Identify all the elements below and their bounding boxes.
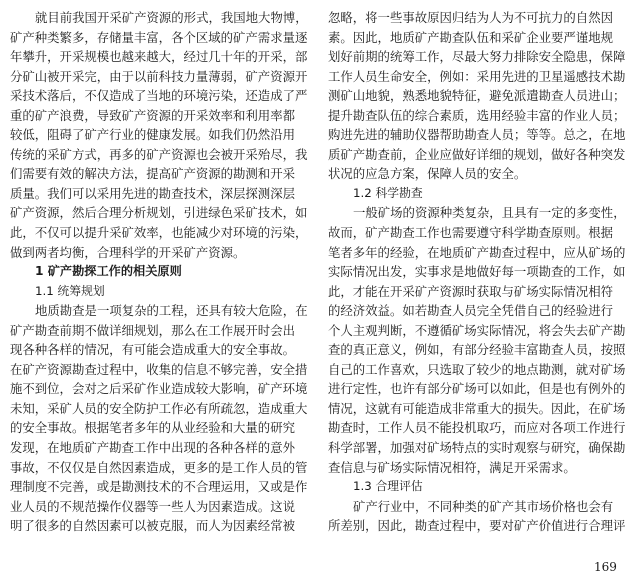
text-line: 矿产种类繁多，存储量丰富，各个区域的矿产需求量逐 xyxy=(10,29,308,45)
text-line: 查的真正意义，例如，有部分经验丰富勘查人员，按照 xyxy=(328,342,626,358)
text-line: 年攀升，开采规模也越来越大，经过几十年的开采，部 xyxy=(10,49,308,65)
text-line: 素。因此，地质矿产勘查队伍和采矿企业要严谨地规 xyxy=(328,29,613,45)
text-line: 理制度不完善，或是勘测技术的不合理运用，又或是作 xyxy=(10,479,308,495)
text-line: 业人员的不规范操作仪器等一些人为因素造成。这说 xyxy=(10,498,295,514)
subsection-heading: 1.3 合理评估 xyxy=(353,479,423,494)
text-line: 情况，这就有可能造成非常重大的损失。因此，在矿场 xyxy=(328,400,626,416)
text-line: 未知，采矿人员的安全防护工作必有所疏忽，造成重大 xyxy=(10,400,308,416)
text-line: 分矿山被开采完，由于以前科技力量薄弱，矿产资源开 xyxy=(10,68,308,84)
text-line: 笔者多年的经验，在地质矿产勘查过程中，应从矿场的 xyxy=(328,244,626,260)
text-line: 忽略，将一些事故原因归结为人为不可抗力的自然因 xyxy=(328,10,613,25)
text-line: 矿产资源，然后合理分析规划，引进绿色采矿技术，如 xyxy=(10,205,308,221)
text-line: 个人主观判断，不遵循矿场实际情况，将会失去矿产勘 xyxy=(328,322,626,338)
text-line: 此，才能在开采矿产资源时获取与矿场实际情况相符 xyxy=(328,283,613,299)
text-line: 进行定性，也许有部分矿场可以如此，但是也有例外的 xyxy=(328,381,626,397)
text-line: 较低，阻碍了矿产行业的健康发展。如我们仍然沿用 xyxy=(10,127,295,143)
text-line: 实际情况出发，实事求是地做好每一项勘查的工作，如 xyxy=(328,264,626,280)
text-line: 测矿山地貌，熟悉地貌特征，避免派遣勘查人员进山； xyxy=(328,88,626,104)
page-number: 169 xyxy=(594,560,617,574)
text-line: 们需要有效的解决方法，提高矿产资源的勘测和开采 xyxy=(10,166,295,182)
text-line: 自己的工作喜欢，只选取了较少的地点勘测，就对矿场 xyxy=(328,361,626,377)
text-line: 所差别，因此，勘查过程中，要对矿产价值进行合理评 xyxy=(328,518,626,534)
text-line: 勘查时，工作人员不能投机取巧，而应对各项工作进行 xyxy=(328,420,626,436)
left-column xyxy=(10,8,310,536)
text-line: 状况的应急方案，保障人员的安全。 xyxy=(328,166,527,182)
text-line: 的经济效益。如若勘查人员完全凭借自己的经验进行 xyxy=(328,303,613,319)
subsection-heading: 1.2 科学勘查 xyxy=(353,185,423,200)
text-line: 矿产勘查前期不做详细规划，那么在工作展开时会出 xyxy=(10,322,295,338)
text-line: 故而，矿产勘查工作也需要遵守科学勘查原则。根据 xyxy=(328,225,613,241)
text-line: 此，不仅可以提升采矿效率，也能减少对环境的污染， xyxy=(10,225,308,241)
text-line: 提升勘查队伍的综合素质，选用经验丰富的作业人员； xyxy=(328,107,626,123)
text-line: 采技术落后，不仅造成了当地的环境污染，还造成了严 xyxy=(10,88,308,104)
paragraph-first-line: 就目前我国开采矿产资源的形式，我国地大物博， xyxy=(35,10,308,25)
text-line: 现各种各样的情况，有可能会造成重大的安全事故。 xyxy=(10,342,295,358)
section-heading: 1 矿产勘探工作的相关原则 xyxy=(35,264,182,279)
paragraph-first-line: 矿产行业中，不同种类的矿产其市场价格也会有 xyxy=(353,498,614,514)
text-line: 施不到位，会对之后采矿作业造成较大影响，矿产环境 xyxy=(10,381,308,397)
paragraph-first-line: 一般矿场的资源种类复杂，且具有一定的多变性， xyxy=(353,205,626,221)
text-line: 做到两者均衡，合理科学的开采矿产资源。 xyxy=(10,244,246,260)
text-line: 在矿产资源勘查过程中，收集的信息不够完善，安全措 xyxy=(10,361,308,377)
text-line: 科学部署，加强对矿场特点的实时观察与研究，确保勘 xyxy=(328,440,626,456)
text-line: 工作人员生命安全，例如：采用先进的卫星遥感技术勘 xyxy=(328,68,626,84)
text-line: 事故，不仅仅是自然因素造成，更多的是工作人员的管 xyxy=(10,459,308,475)
text-line: 购进先进的辅助仪器帮助勘查人员；等等。总之，在地 xyxy=(328,127,626,143)
text-line: 质矿产勘查前，企业应做好详细的规划，做好各种突发 xyxy=(328,146,626,162)
right-column xyxy=(328,8,628,536)
subsection-heading: 1.1 统筹规划 xyxy=(35,283,105,298)
text-line: 划好前期的统筹工作，尽最大努力排除安全隐患，保障 xyxy=(328,49,626,65)
text-line: 重的矿产浪费，导致矿产资源的开采效率和利用率都 xyxy=(10,107,295,123)
text-line: 传统的采矿方式，再多的矿产资源也会被开采殆尽，我 xyxy=(10,146,308,162)
text-line: 查信息与矿场实际情况相符，满足开采需求。 xyxy=(328,459,576,475)
text-line: 的安全事故。根据笔者多年的从业经验和大量的研究 xyxy=(10,420,295,436)
paragraph-first-line: 地质勘查是一项复杂的工程，还具有较大危险，在 xyxy=(35,303,308,319)
text-line: 质量。我们可以采用先进的勘查技术，深层探测深层 xyxy=(10,185,295,201)
text-line: 发现，在地质矿产勘查工作中出现的各种各样的意外 xyxy=(10,440,295,456)
text-line: 明了很多的自然因素可以被克服，而人为因素经常被 xyxy=(10,518,295,534)
